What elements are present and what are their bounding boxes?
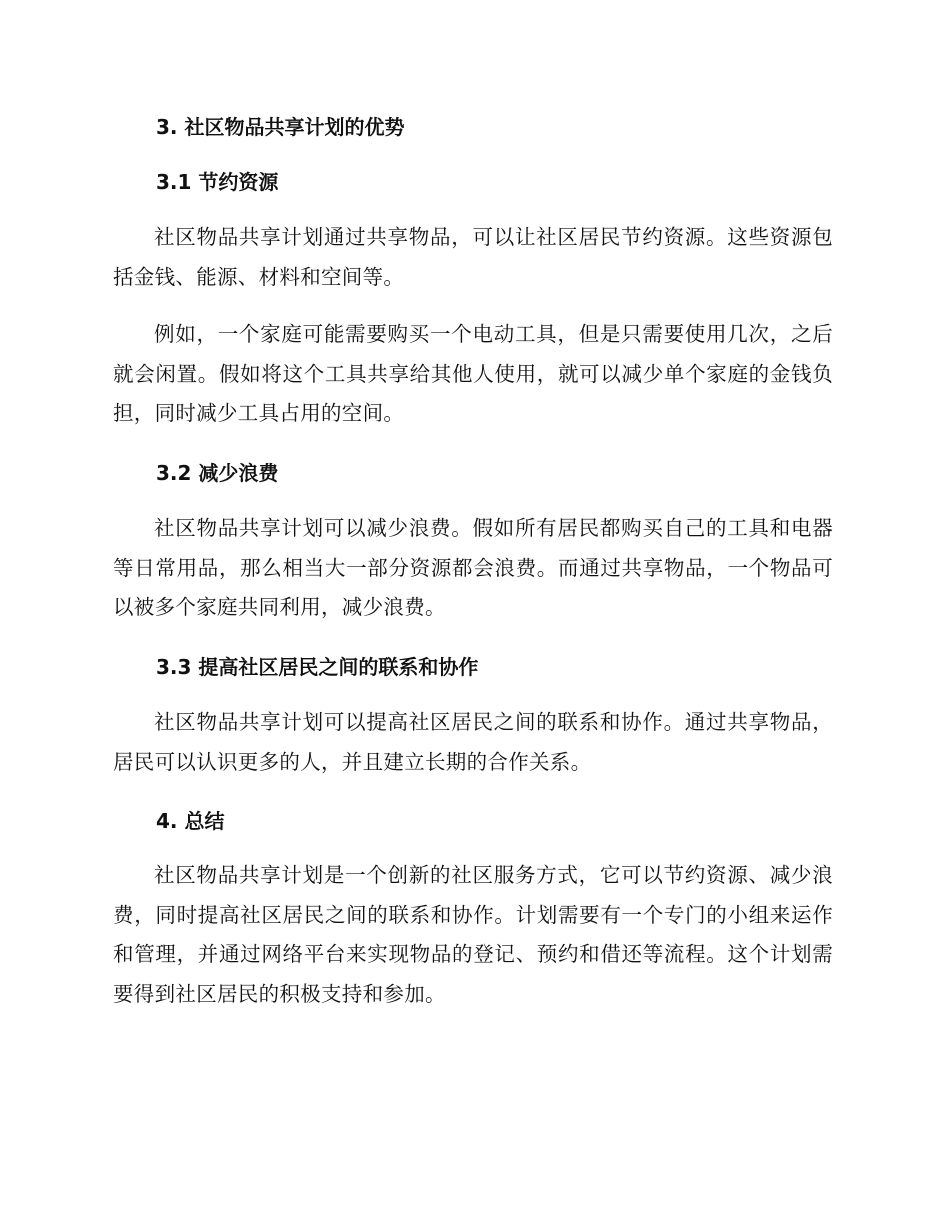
section-4-heading: 4. 总结 [156,809,225,833]
section-3-1-paragraph-1: 社区物品共享计划通过共享物品，可以让社区居民节约资源。这些资源包括金钱、能源、材料和空间等。 [113,225,833,289]
section-4-paragraph-1: 社区物品共享计划是一个创新的社区服务方式，它可以节约资源、减少浪费，同时提高社区居民之间的联系和协作。计划需要有一个专门的小组来运作和管理，并通过网络平台来实现物品的登记、预约和借还等流程。这个计划需要得到社区居民的积极支持和参加。 [113,863,833,1006]
section-3-1-paragraph-2: 例如，一个家庭可能需要购买一个电动工具，但是只需要使用几次，之后就会闲置。假如将这个工具共享给其他人使用，就可以减少单个家庭的金钱负担，同时减少工具占用的空间。 [113,322,833,425]
section-3-2-heading: 3.2 减少浪费 [156,461,279,485]
section-3-3-heading: 3.3 提高社区居民之间的联系和协作 [156,655,479,679]
section-3-2-paragraph-1: 社区物品共享计划可以减少浪费。假如所有居民都购买自己的工具和电器等日常用品，那么相当大一部分资源都会浪费。而通过共享物品，一个物品可以被多个家庭共同利用，减少浪费。 [113,516,833,619]
section-3-1-heading: 3.1 节约资源 [156,170,279,194]
section-3-3-paragraph-1: 社区物品共享计划可以提高社区居民之间的联系和协作。通过共享物品，居民可以认识更多的人，并且建立长期的合作关系。 [113,710,833,774]
section-3-heading: 3. 社区物品共享计划的优势 [156,115,405,139]
